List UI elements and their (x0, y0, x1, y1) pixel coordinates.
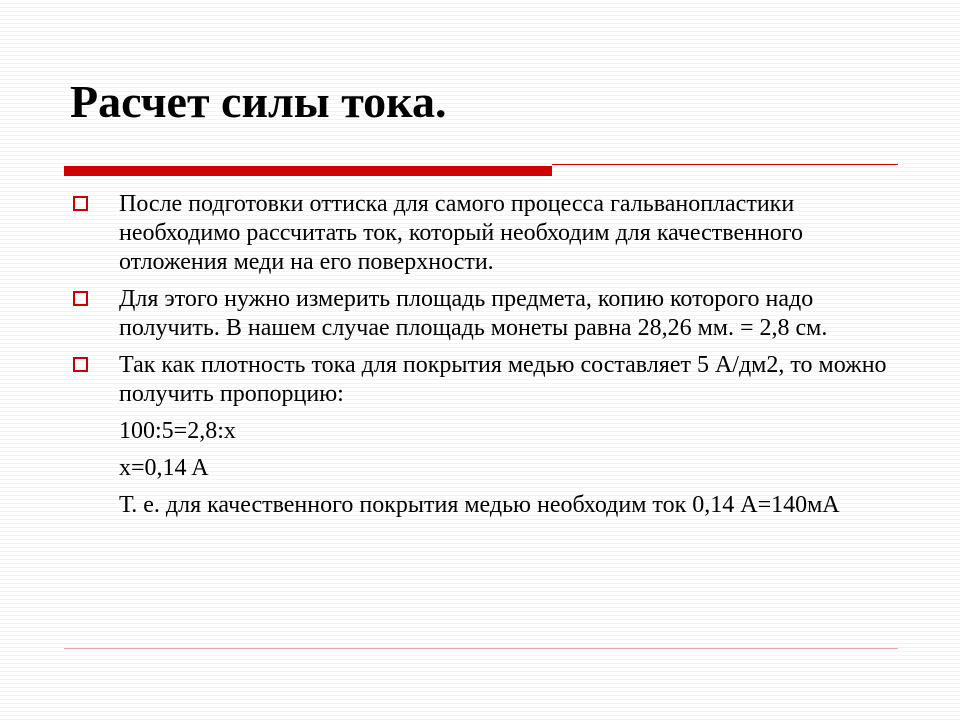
bullet-item-density (70, 351, 900, 409)
square-bullet-icon (73, 196, 88, 211)
slide-title: Расчет силы тока. (70, 76, 447, 127)
slide-content (70, 190, 900, 528)
result-line: x=0,14 A (119, 455, 209, 481)
square-bullet-icon (73, 291, 88, 306)
bullet-item-preparation (70, 190, 900, 277)
bullet-item-area (70, 285, 900, 343)
bullet-text: Для этого нужно измерить площадь предмета, копию которого надо получить. В нашем случае площадь монеты равна 28,26 мм. = 2,8 см. (119, 286, 828, 341)
square-bullet-icon (73, 357, 88, 372)
proportion-line: 100:5=2,8:x (119, 418, 236, 444)
bullet-text: Так как плотность тока для покрытия медью составляет 5 А/дм2, то можно получить пропорцию: (119, 352, 887, 407)
title-underline-thin (552, 164, 898, 165)
title-underline-thick (64, 166, 552, 176)
footer-divider (64, 648, 898, 649)
conclusion-line: Т. е. для качественного покрытия медью необходим ток 0,14 А=140мА (119, 492, 840, 518)
bullet-text: После подготовки оттиска для самого процесса гальванопластики необходимо рассчитать ток, который необходим для качественного отложения меди на его поверхности. (119, 191, 804, 275)
